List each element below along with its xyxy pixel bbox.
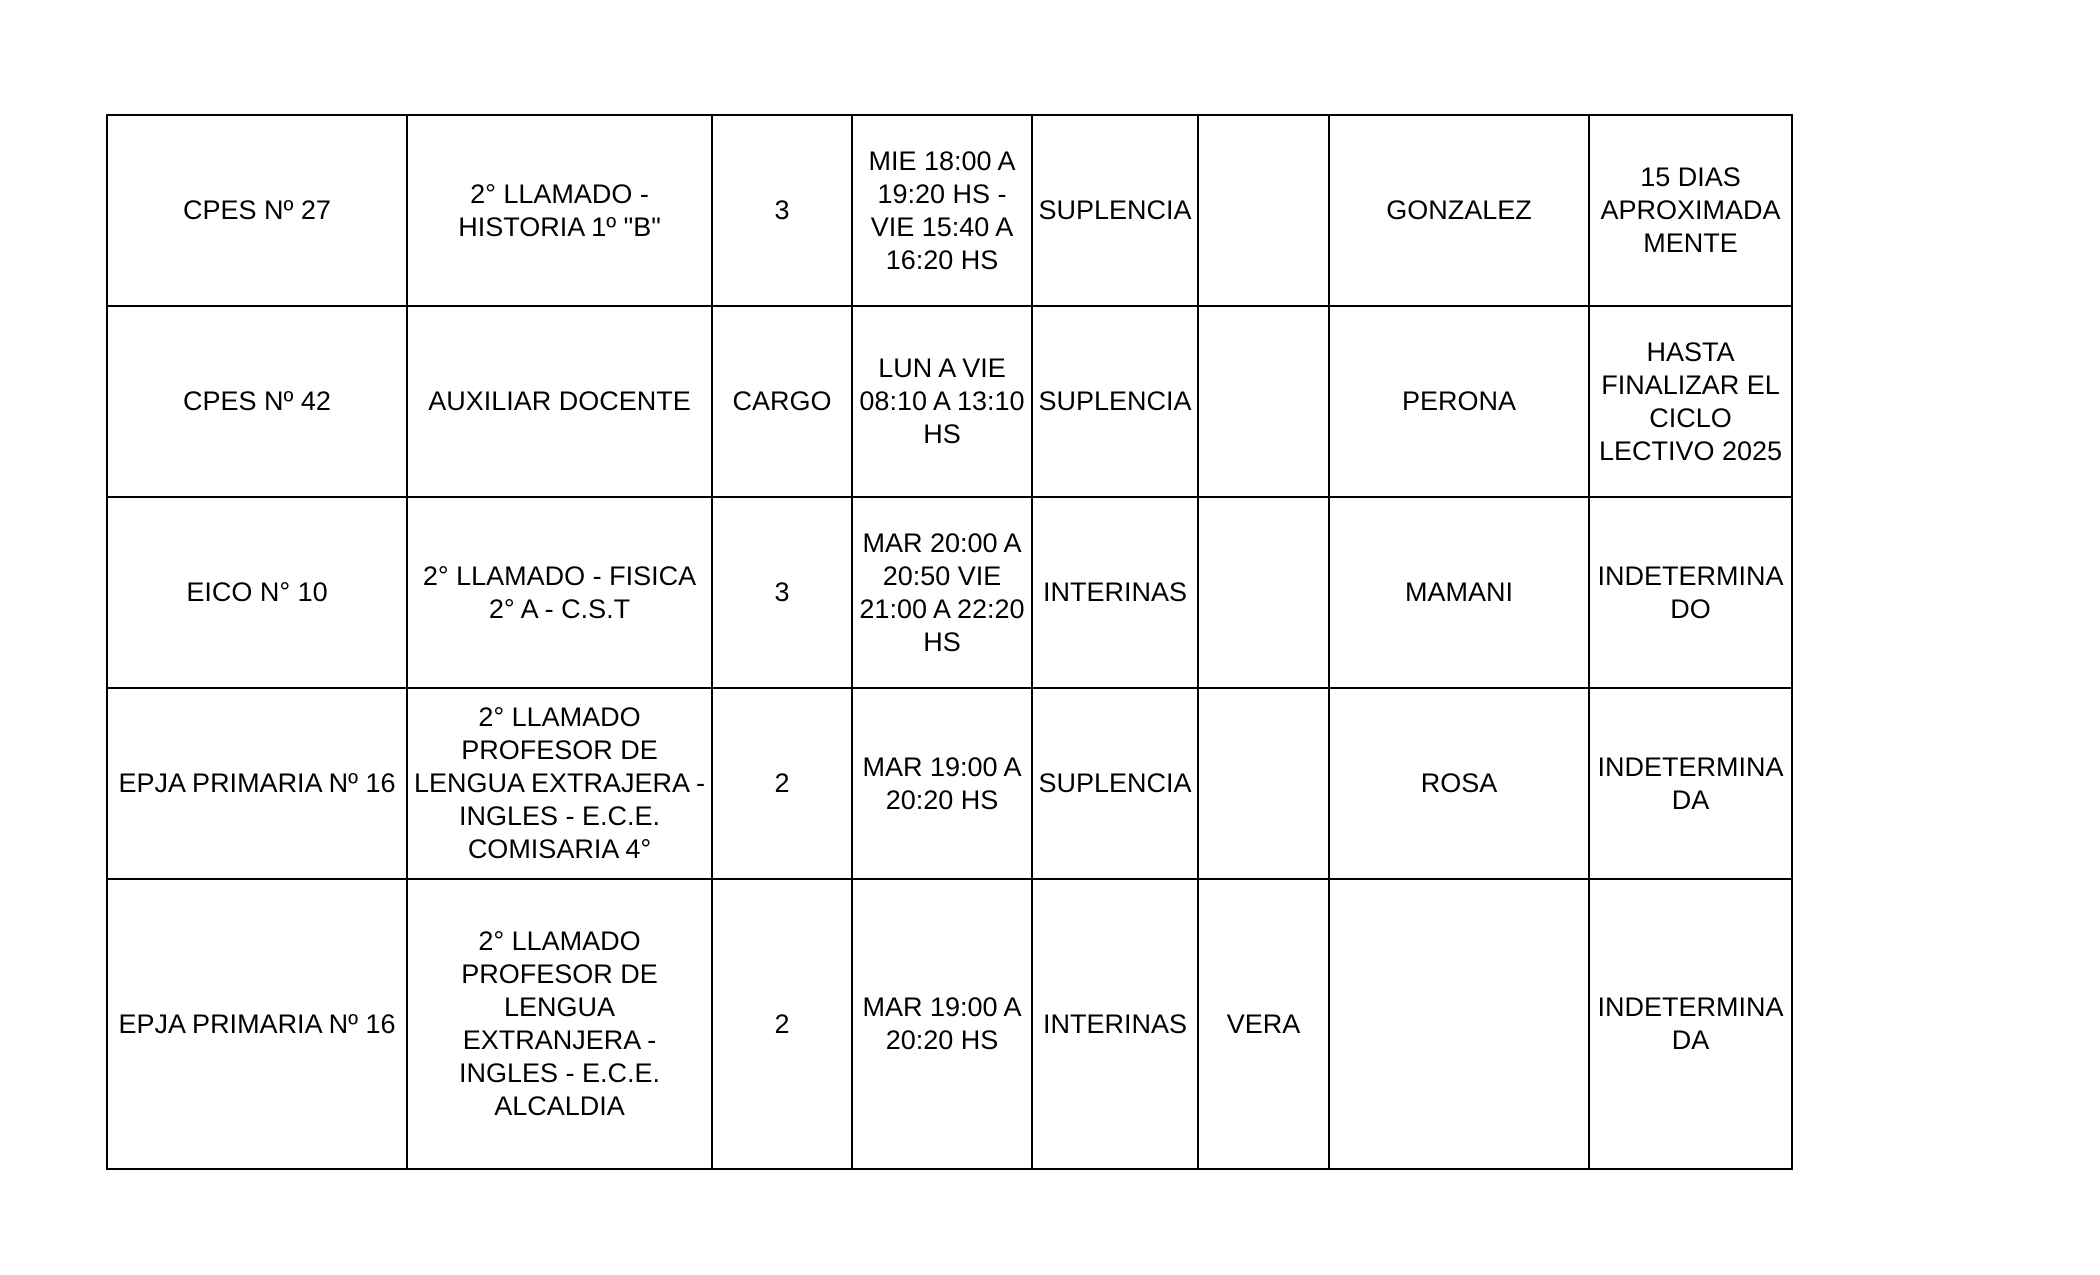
cell-duracion: HASTA FINALIZAR EL CICLO LECTIVO 2025	[1589, 306, 1792, 497]
cell-escuela: EPJA PRIMARIA Nº 16	[107, 688, 407, 879]
cell-llamado: 2° LLAMADO PROFESOR DE LENGUA EXTRAJERA - INGLES - E.C.E. COMISARIA 4°	[407, 688, 712, 879]
cell-horario: MIE 18:00 A 19:20 HS - VIE 15:40 A 16:20 HS	[852, 115, 1032, 306]
cell-llamado: 2° LLAMADO - HISTORIA 1º "B"	[407, 115, 712, 306]
cell-titular: PERONA	[1329, 306, 1589, 497]
cell-horas: 2	[712, 879, 852, 1169]
table-row	[107, 688, 1792, 879]
cell-designado	[1198, 688, 1329, 879]
cell-escuela: CPES Nº 27	[107, 115, 407, 306]
cell-caracter: INTERINAS	[1032, 497, 1198, 688]
cell-caracter: INTERINAS	[1032, 879, 1198, 1169]
table-row	[107, 497, 1792, 688]
cell-caracter: SUPLENCIA	[1032, 306, 1198, 497]
cell-escuela: CPES Nº 42	[107, 306, 407, 497]
cell-horario: LUN A VIE 08:10 A 13:10 HS	[852, 306, 1032, 497]
cell-escuela: EICO N° 10	[107, 497, 407, 688]
table-row	[107, 115, 1792, 306]
cell-duracion: INDETERMINA DO	[1589, 497, 1792, 688]
cell-caracter: SUPLENCIA	[1032, 688, 1198, 879]
cell-horario: MAR 20:00 A 20:50 VIE 21:00 A 22:20 HS	[852, 497, 1032, 688]
cell-horas: 3	[712, 497, 852, 688]
cell-horas: 3	[712, 115, 852, 306]
cell-titular	[1329, 879, 1589, 1169]
llamados-table	[106, 114, 1793, 1170]
cell-duracion: INDETERMINA DA	[1589, 688, 1792, 879]
table-row	[107, 306, 1792, 497]
cell-titular: MAMANI	[1329, 497, 1589, 688]
cell-titular: GONZALEZ	[1329, 115, 1589, 306]
cell-titular: ROSA	[1329, 688, 1589, 879]
cell-designado: VERA	[1198, 879, 1329, 1169]
cell-llamado: 2° LLAMADO PROFESOR DE LENGUA EXTRANJERA - INGLES - E.C.E. ALCALDIA	[407, 879, 712, 1169]
cell-duracion: 15 DIAS APROXIMADA MENTE	[1589, 115, 1792, 306]
spreadsheet-page	[106, 114, 1793, 1170]
cell-llamado: AUXILIAR DOCENTE	[407, 306, 712, 497]
cell-caracter: SUPLENCIA	[1032, 115, 1198, 306]
cell-designado	[1198, 115, 1329, 306]
table-row	[107, 879, 1792, 1169]
cell-llamado: 2° LLAMADO - FISICA 2° A - C.S.T	[407, 497, 712, 688]
cell-horario: MAR 19:00 A 20:20 HS	[852, 688, 1032, 879]
cell-horario: MAR 19:00 A 20:20 HS	[852, 879, 1032, 1169]
cell-designado	[1198, 497, 1329, 688]
cell-horas: CARGO	[712, 306, 852, 497]
cell-duracion: INDETERMINA DA	[1589, 879, 1792, 1169]
cell-horas: 2	[712, 688, 852, 879]
cell-designado	[1198, 306, 1329, 497]
cell-escuela: EPJA PRIMARIA Nº 16	[107, 879, 407, 1169]
